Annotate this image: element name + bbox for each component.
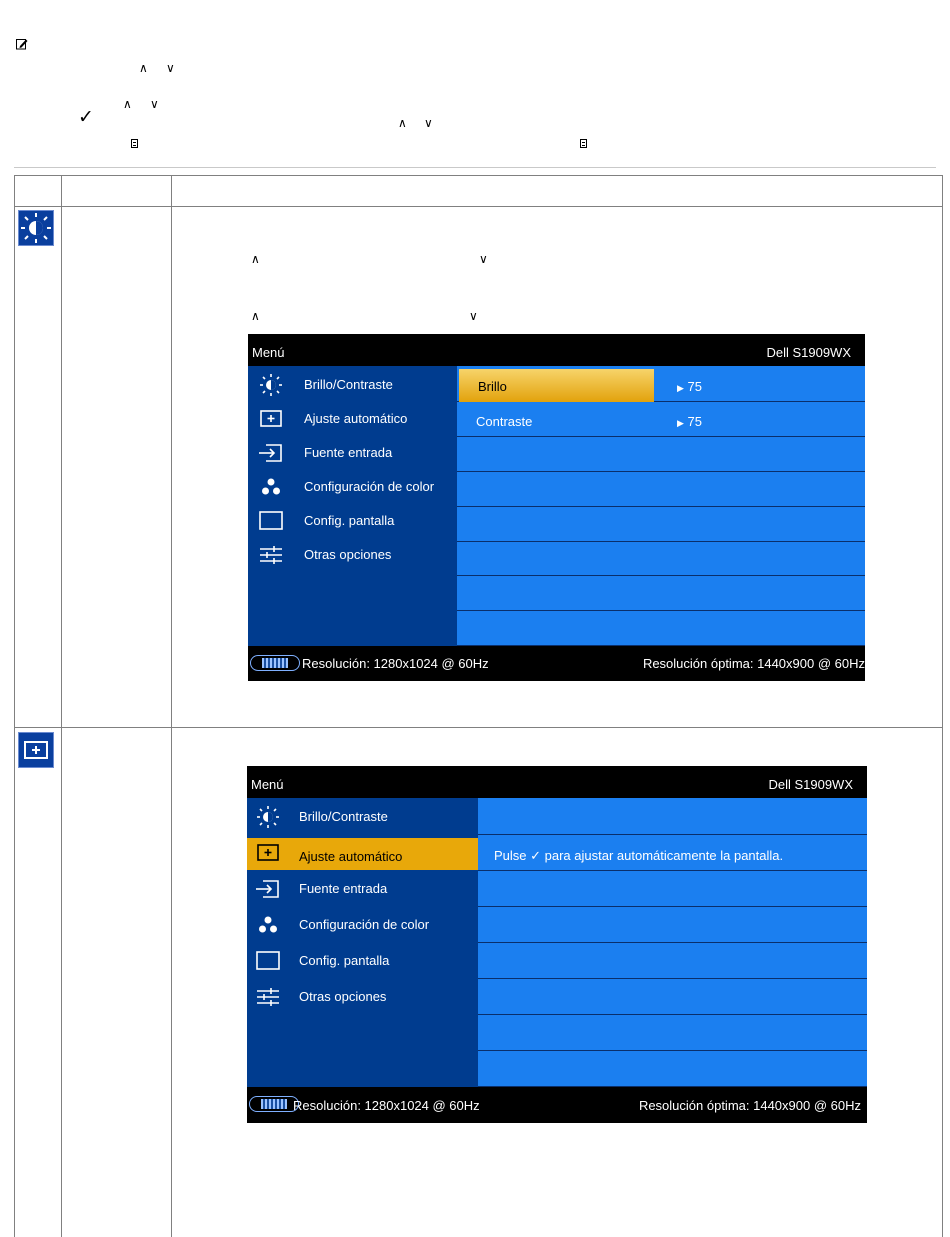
up-arrow-icon: ∧ xyxy=(398,116,407,130)
optimal-resolution: Resolución óptima: 1440x900 @ 60Hz xyxy=(642,656,865,671)
menu-item-color-settings[interactable]: Configuración de color xyxy=(248,470,457,504)
menu-item-other-settings[interactable]: Otras opciones xyxy=(248,538,457,572)
up-arrow-icon: ∧ xyxy=(139,61,148,75)
up-arrow-icon: ∧ xyxy=(123,97,132,111)
contrast-value: ▶ 75 xyxy=(677,414,703,429)
current-resolution: Resolución: 1280x1024 @ 60Hz xyxy=(293,1098,480,1113)
auto-adjust-icon xyxy=(255,842,281,864)
brightness-icon xyxy=(255,806,281,828)
down-arrow-icon: ∨ xyxy=(150,97,159,111)
menu-item-brightness[interactable]: Brillo/Contraste xyxy=(247,800,478,836)
menu-item-input-source[interactable]: Fuente entrada xyxy=(248,436,457,470)
osd-screen-brightness xyxy=(248,334,865,681)
menu-item-display-settings[interactable]: Config. pantalla xyxy=(248,504,457,538)
input-source-icon xyxy=(258,442,284,464)
down-arrow-icon: ∨ xyxy=(166,61,175,75)
vga-connector-icon xyxy=(250,655,300,671)
vga-connector-icon xyxy=(249,1096,299,1112)
up-arrow-icon: ∧ xyxy=(251,252,260,266)
menu-item-other-settings[interactable]: Otras opciones xyxy=(247,980,478,1016)
brightness-contrast-icon xyxy=(18,210,54,246)
input-source-icon xyxy=(255,878,281,900)
osd-main-menu xyxy=(247,798,478,1087)
current-resolution: Resolución: 1280x1024 @ 60Hz xyxy=(302,656,489,671)
menu-button-icon xyxy=(131,139,138,148)
down-arrow-icon: ∨ xyxy=(479,252,488,266)
other-settings-icon xyxy=(258,544,284,566)
menu-item-color-settings[interactable]: Configuración de color xyxy=(247,908,478,944)
brightness-icon xyxy=(258,374,284,396)
menu-item-auto-adjust[interactable]: Ajuste automático xyxy=(247,838,478,870)
auto-adjust-hint: Pulse ✓ para ajustar automáticamente la pantalla. xyxy=(494,848,784,863)
osd-title: Menú xyxy=(251,777,284,792)
osd-model: Dell S1909WX xyxy=(766,345,851,360)
auto-adjust-icon xyxy=(258,408,284,430)
display-settings-icon xyxy=(258,510,284,532)
osd-model: Dell S1909WX xyxy=(768,777,853,792)
down-arrow-icon: ∨ xyxy=(424,116,433,130)
down-arrow-icon: ∨ xyxy=(469,309,478,323)
submenu-item-brightness[interactable]: Brillo xyxy=(459,369,654,402)
menu-item-auto-adjust[interactable]: Ajuste automático xyxy=(248,402,457,436)
menu-item-input-source[interactable]: Fuente entrada xyxy=(247,872,478,908)
check-icon: ✓ xyxy=(78,107,94,128)
osd-screen-auto-adjust xyxy=(247,766,867,1123)
pencil-note-icon xyxy=(16,38,28,50)
color-settings-icon xyxy=(258,476,284,498)
menu-item-display-settings[interactable]: Config. pantalla xyxy=(247,944,478,980)
up-arrow-icon: ∧ xyxy=(251,309,260,323)
menu-button-icon xyxy=(580,139,587,148)
osd-main-menu xyxy=(248,366,457,646)
submenu-item-contrast[interactable]: Contraste xyxy=(476,414,533,429)
brightness-value: ▶ 75 xyxy=(677,379,703,394)
divider xyxy=(14,167,936,168)
other-settings-icon xyxy=(255,986,281,1008)
color-settings-icon xyxy=(255,914,281,936)
auto-adjust-icon xyxy=(18,732,54,768)
display-settings-icon xyxy=(255,950,281,972)
menu-item-brightness[interactable]: Brillo/Contraste xyxy=(248,368,457,402)
osd-submenu xyxy=(457,366,865,646)
osd-submenu xyxy=(478,798,867,1087)
optimal-resolution: Resolución óptima: 1440x900 @ 60Hz xyxy=(638,1098,861,1113)
osd-title: Menú xyxy=(252,345,285,360)
